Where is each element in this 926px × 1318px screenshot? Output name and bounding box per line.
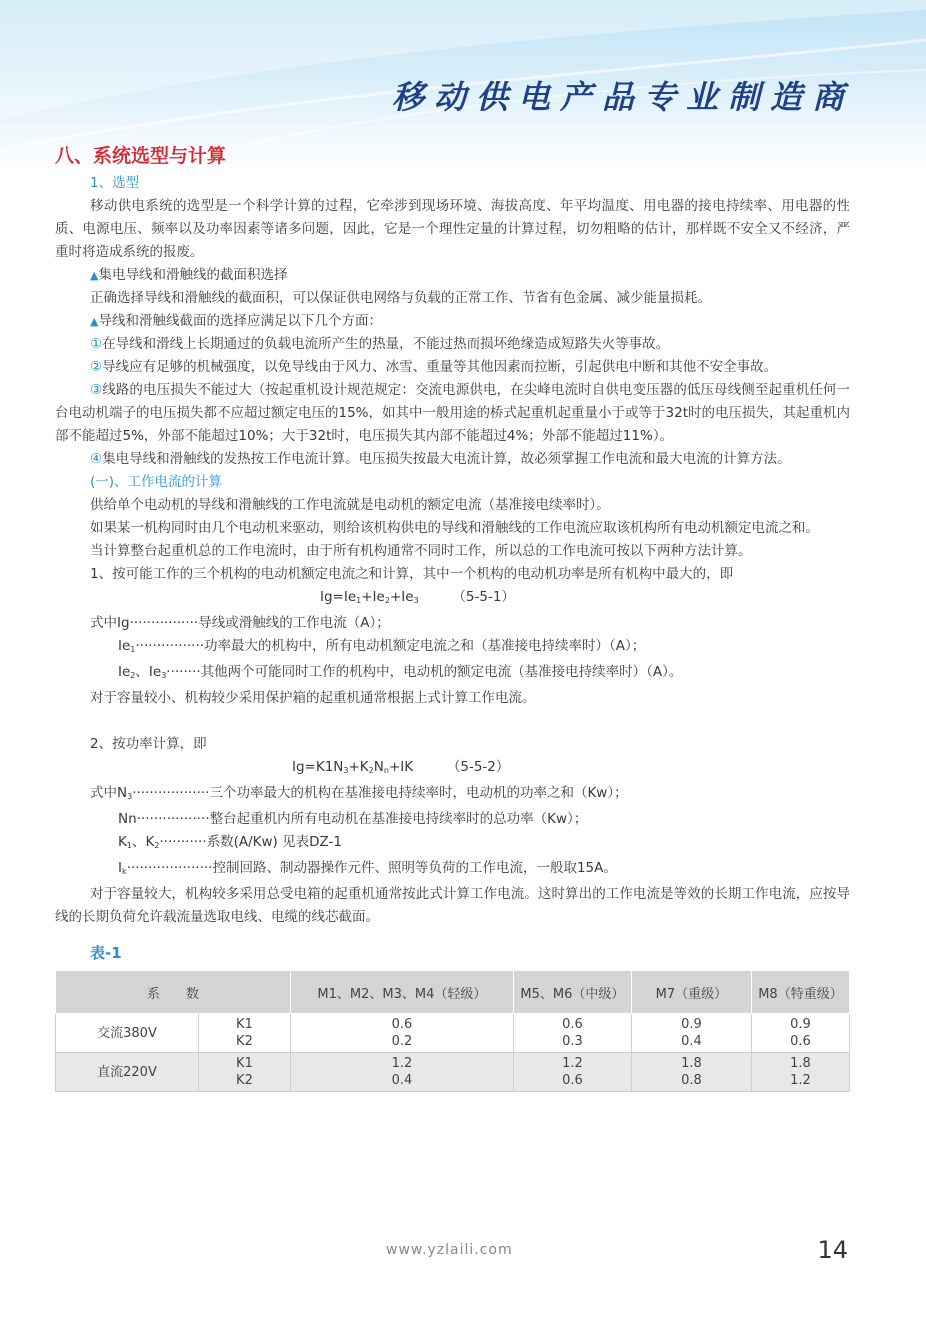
definition-line: Nn·················整台起重机内所有电动机在基准接电持续率时的总功率（Kw）； [118,811,588,827]
item-number: ④ [90,451,103,467]
definition-line: $Ie_1\cdot\cdot\cdot\cdot\cdot\cdot\cdot\cdot\cdot\cdot\cdot\cdot\cdot\cdot\cdot\cdot$功率最大的机构中，所有电动机额定电流之和（基准接电持续率时）（A）； [118,638,646,654]
definition-line: 式中Ig················导线或滑触线的工作电流（A）； [90,615,390,631]
item-number: ① [90,336,103,352]
row-label-cell: 交流380V [56,1014,199,1053]
definition-line: $I_k\cdot\cdot\cdot\cdot\cdot\cdot\cdot\cdot\cdot\cdot\cdot\cdot\cdot\cdot\cdot\cdot\cdot\cdot\cdot\cdot$控制回路、制动器操作元件、照明等负荷的工作电流，一般取15A。 [118,860,617,876]
footer-website: www.yzlaili.com [386,1242,513,1258]
coefficient-label-cell: K1 K2 [199,1053,291,1092]
bullet-text: 导线和滑触线截面的选择应满足以下几个方面： [98,313,382,329]
formula-5-5-1: $Ig=Ie_1+Ie_2+Ie_3$ （5-5-1） [320,589,515,605]
bullet-item [55,310,850,333]
subsection-working-current: (一)、工作电流的计算 [90,474,223,490]
bullet-text: 集电导线和滑触线的截面积选择 [98,267,288,283]
page-number: 14 [817,1236,848,1264]
paragraph: 1、按可能工作的三个机构的电动机额定电流之和计算，其中一个机构的电动机功率是所有机构中最大的，即 [90,566,734,582]
header-slogan: 移动供电产品专业制造商 [391,78,854,116]
coefficient-label-cell: K1 K2 [199,1014,291,1053]
table-header-cell: M8（特重级） [751,971,849,1014]
item-number: ③ [90,382,103,398]
definition-line: $Ie_2$、$Ie_3\cdot\cdot\cdot\cdot\cdot\cdot\cdot\cdot$其他两个可能同时工作的机构中，电动机的额定电流（基准接电持续率时）（A）。 [118,664,683,680]
numbered-item [55,448,850,471]
value-cell: 1.2 0.4 [290,1053,513,1092]
paragraph: 2、按功率计算，即 [90,736,207,752]
table-header-cell: 系 数 [56,971,291,1014]
paragraph: 对于容量较小、机构较少采用保护箱的起重机通常根据上式计算工作电流。 [90,690,536,706]
item-number: ② [90,359,103,375]
formula-5-5-2: $Ig=K1N_3+K_2N_n+IK$ （5-5-2） [292,759,510,775]
table-header-row [56,971,850,1014]
coefficient-table [55,970,850,1092]
table-header-cell: M7（重级） [631,971,751,1014]
body-text [55,195,850,471]
row-label-cell: 直流220V [56,1053,199,1092]
table-row [56,1053,850,1092]
section-title: 八、系统选型与计算 [55,145,227,167]
value-cell: 1.8 0.8 [631,1053,751,1092]
triangle-bullet-icon: ▲ [90,269,99,282]
item-text: 导线应有足够的机械强度，以免导线由于风力、冰雪、重量等其他因素而拉断，引起供电中断和其他不安全事故。 [102,359,778,375]
value-cell: 1.8 1.2 [751,1053,849,1092]
bullet-item [55,264,850,287]
main-content [55,140,850,1092]
value-cell: 1.2 0.6 [513,1053,631,1092]
subsection-selection: 1、选型 [90,175,140,191]
table-row [56,1014,850,1053]
value-cell: 0.6 0.2 [290,1014,513,1053]
paragraph: 正确选择导线和滑触线的截面积，可以保证供电网络与负载的正常工作、节省有色金属、减少能量损耗。 [90,290,711,306]
paragraph: 当计算整台起重机总的工作电流时，由于所有机构通常不同时工作，所以总的工作电流可按以下两种方法计算。 [90,543,752,559]
numbered-item [55,379,850,448]
value-cell: 0.9 0.6 [751,1014,849,1053]
table-header-cell: M5、M6（中级） [513,971,631,1014]
paragraph: 供给单个电动机的导线和滑触线的工作电流就是电动机的额定电流（基准接电续率时）。 [90,497,610,513]
paragraph: 如果某一机构同时由几个电动机来驱动，则给该机构供电的导线和滑触线的工作电流应取该机构所有电动机额定电流之和。 [90,520,819,536]
value-cell: 0.6 0.3 [513,1014,631,1053]
definition-line: $K_1$、$K_2\cdot\cdot\cdot\cdot\cdot\cdot\cdot\cdot\cdot\cdot\cdot$系数(A/Kw) 见表DZ-1 [118,834,342,850]
numbered-item [55,356,850,379]
value-cell: 0.9 0.4 [631,1014,751,1053]
table-header-cell: M1、M2、M3、M4（轻级） [290,971,513,1014]
numbered-item [55,333,850,356]
spacer [55,710,850,733]
body-text [55,494,850,929]
item-text: 线路的电压损失不能过大（按起重机设计规范规定：交流电源供电，在尖峰电流时自供电变压器的低压母线侧至起重机任何一台电动机端子的电压损失都不应超过额定电压的15%，如其中一般用途的桥式起重机起重量小于或等于32t时的电压损失，其起重机内部不能超过5%，外部不能超过10%；大于32t时，电压损失其内部不能超过4%；外部不能超过11%）。 [55,382,850,444]
table-title: 表-1 [90,944,122,962]
item-text: 在导线和滑线上长期通过的负载电流所产生的热量，不能过热而损坏绝缘造成短路失火等事故。 [102,336,670,352]
paragraph: 对于容量较大，机构较多采用总受电箱的起重机通常按此式计算工作电流。这时算出的工作电流是等效的长期工作电流，应按导线的长期负荷允许载流量选取电线、电缆的线芯截面。 [55,886,850,925]
definition-line: 式中$N_3\cdot\cdot\cdot\cdot\cdot\cdot\cdot\cdot\cdot\cdot\cdot\cdot\cdot\cdot\cdot\cdot\cdot\cdot$三个功率最大的机构在基准接电持续率时，电动机的功率之和（Kw）； [90,785,628,801]
paragraph: 移动供电系统的选型是一个科学计算的过程，它牵涉到现场环境、海拔高度、年平均温度、用电器的接电持续率、用电器的性质、电源电压、频率以及功率因素等诸多问题，因此，它是一个理性定量的计算过程，切勿粗略的估计，那样既不安全又不经济，严重时将造成系统的报废。 [55,198,850,260]
item-text: 集电导线和滑触线的发热按工作电流计算。电压损失按最大电流计算，故必须掌握工作电流和最大电流的计算方法。 [102,451,791,467]
triangle-bullet-icon: ▲ [90,315,99,328]
